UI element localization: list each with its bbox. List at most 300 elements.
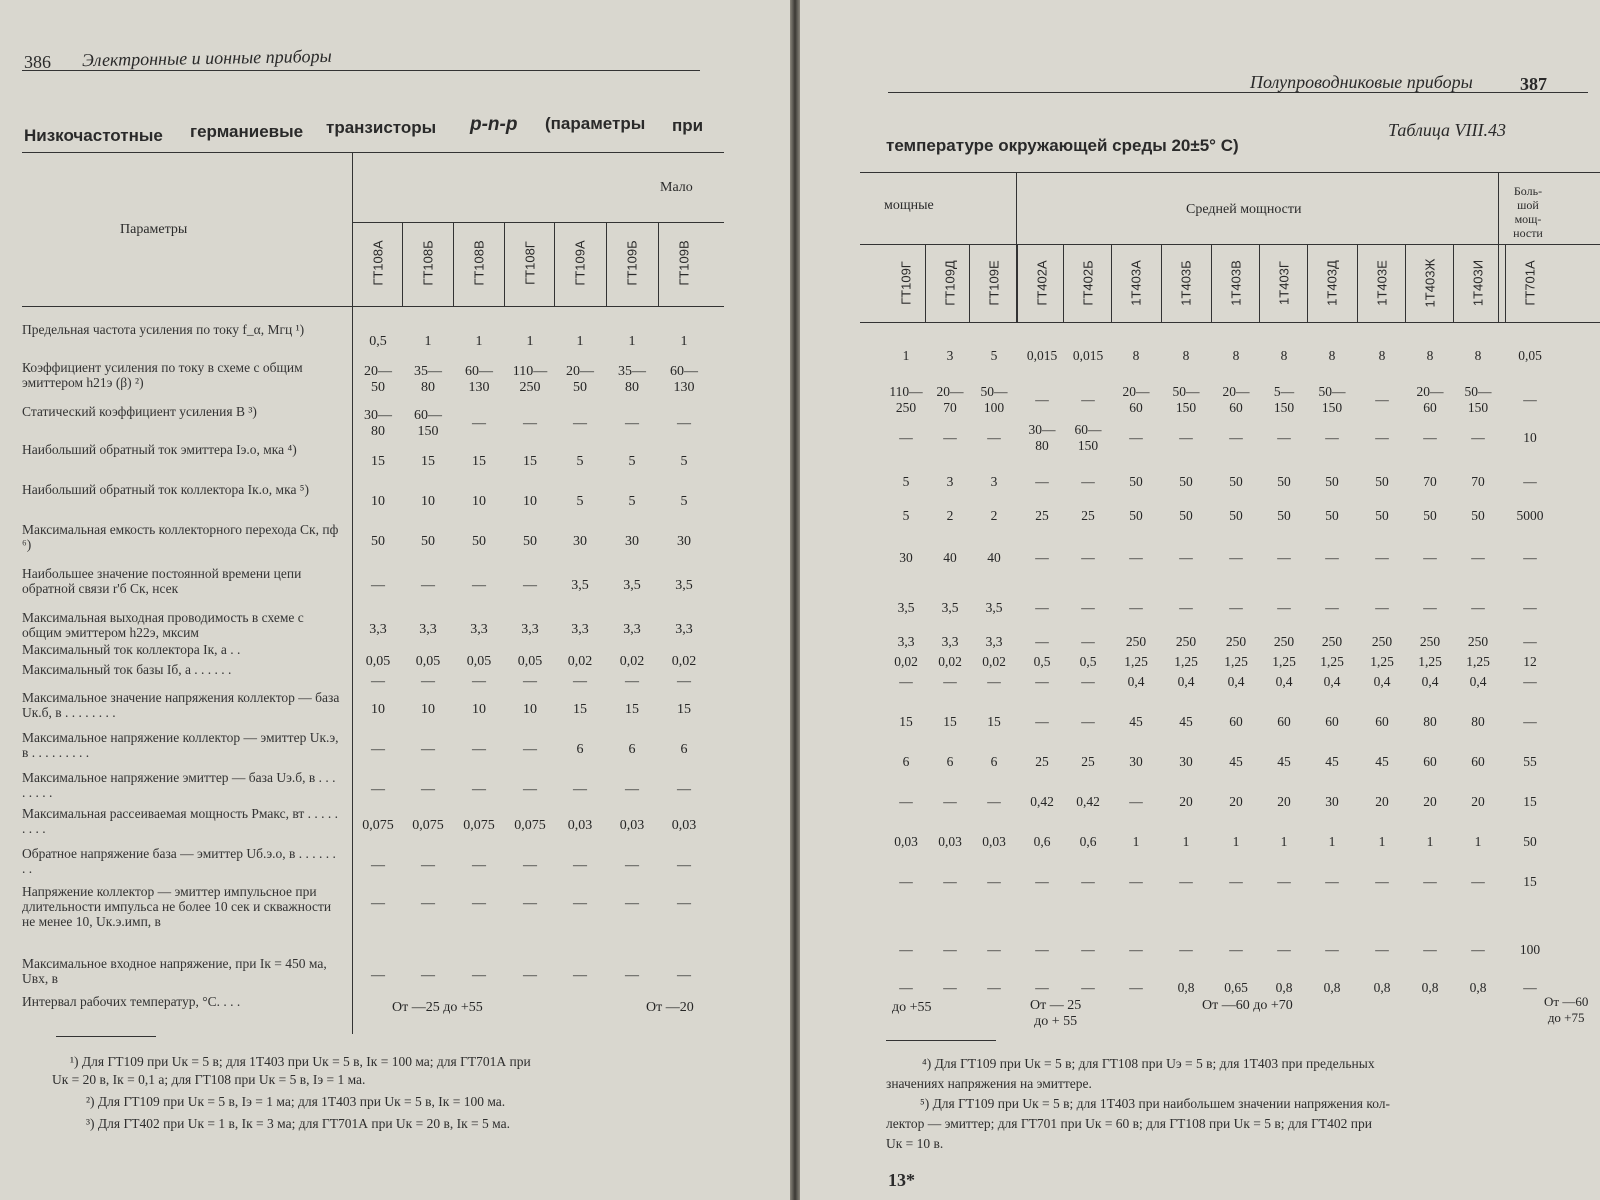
table-cell: 250 — [1419, 634, 1441, 649]
table-cell: 0,8 — [1177, 980, 1195, 995]
table-cell: — — [677, 674, 691, 689]
header-bottom-rule — [860, 322, 1600, 323]
table-cell: — — [573, 968, 587, 983]
table-cell: 1,25 — [1466, 654, 1490, 669]
table-cell: 0,8 — [1469, 980, 1487, 995]
table-cell: — — [1035, 714, 1049, 729]
column-divider — [1211, 244, 1212, 322]
table-cell: 50— 150 — [1172, 384, 1200, 415]
table-cell: — — [1423, 942, 1437, 957]
table-cell: — — [1129, 942, 1143, 957]
table-cell: 3,5 — [623, 578, 641, 593]
column-divider — [658, 222, 659, 306]
table-cell: — — [1471, 942, 1485, 957]
table-cell: 8 — [1378, 348, 1386, 363]
table-cell: 1 — [526, 334, 534, 349]
table-cell: — — [371, 896, 385, 911]
table-cell: 60 — [1277, 714, 1291, 729]
column-label: ГТ109Б — [624, 240, 640, 286]
column-header — [1317, 248, 1347, 318]
column-label: ГТ402Б — [1080, 260, 1096, 306]
table-cell: 0,02 — [982, 654, 1006, 669]
table-cell: — — [1423, 600, 1437, 615]
table-top-rule — [22, 152, 724, 153]
table-cell: — — [625, 968, 639, 983]
footnote-rule — [56, 1036, 156, 1037]
table-cell: — — [987, 980, 1001, 995]
table-cell: — — [1523, 392, 1537, 407]
table-cell: 50 — [523, 534, 537, 549]
right-page — [800, 0, 1600, 1200]
table-cell: 1,25 — [1224, 654, 1248, 669]
left-page — [0, 0, 790, 1200]
table-cell: 45 — [1325, 754, 1339, 769]
table-cell: 20 — [1423, 794, 1437, 809]
table-cell: 3,5 — [571, 578, 589, 593]
group-divider — [1498, 172, 1499, 322]
table-cell: — — [371, 674, 385, 689]
table-cell: 3,3 — [419, 622, 437, 637]
table-cell: 0,02 — [938, 654, 962, 669]
table-cell: — — [1523, 980, 1537, 995]
table-cell: 0,05 — [365, 654, 391, 669]
table-cell: 80 — [1423, 714, 1437, 729]
table-cell: 100 — [1519, 942, 1541, 957]
table-cell: 50 — [1179, 508, 1193, 523]
table-cell: — — [1081, 392, 1095, 407]
table-cell: 15 — [421, 454, 435, 469]
parameter-name: Статический коэффициент усиления B ³) — [22, 404, 257, 419]
temp-range: От —20 — [646, 1000, 694, 1015]
column-divider — [1111, 244, 1112, 322]
table-cell: 3,5 — [897, 600, 915, 615]
table-cell: — — [625, 896, 639, 911]
column-label: ГТ109Г — [898, 261, 914, 305]
table-cell: 50 — [1523, 834, 1537, 849]
table-cell: — — [523, 896, 537, 911]
group-header-low-power: мощные — [884, 198, 934, 213]
table-cell: — — [421, 858, 435, 873]
column-header — [979, 248, 1009, 318]
table-cell: 0,4 — [1127, 674, 1145, 689]
table-cell: 30 — [625, 534, 639, 549]
table-cell: 8 — [1132, 348, 1140, 363]
table-cell: 0,4 — [1227, 674, 1245, 689]
column-label: 1Т403Ж — [1422, 258, 1438, 308]
temp-range: От —60 до +75 — [1544, 994, 1589, 1025]
table-cell: — — [472, 578, 486, 593]
group-rule — [352, 222, 724, 223]
table-cell: 15 — [1523, 874, 1537, 889]
caption-word: Низкочастотные — [24, 126, 163, 145]
table-cell: — — [573, 674, 587, 689]
column-divider — [402, 222, 403, 306]
table-cell: 0,4 — [1469, 674, 1487, 689]
table-cell: 0,075 — [514, 818, 546, 833]
column-label: ГТ108Б — [420, 240, 436, 286]
table-cell: 3,3 — [897, 634, 915, 649]
table-cell: 45 — [1375, 754, 1389, 769]
table-cell: 15 — [987, 714, 1001, 729]
table-cell: 0,03 — [982, 834, 1006, 849]
column-label: ГТ109Е — [986, 260, 1002, 306]
table-cell: — — [1081, 942, 1095, 957]
column-header — [1515, 248, 1545, 318]
table-cell: — — [1035, 550, 1049, 565]
footnote-line: ¹) Для ГТ109 при Uк = 5 в; для 1Т403 при Uк = 5 в, Iк = 100 ма; для ГТ701А при — [70, 1054, 531, 1069]
table-cell: 0,02 — [567, 654, 593, 669]
table-cell: 1 — [628, 334, 636, 349]
table-cell: — — [1129, 430, 1143, 445]
table-cell: 25 — [1081, 754, 1095, 769]
table-cell: — — [1129, 874, 1143, 889]
column-label: 1Т403И — [1470, 259, 1486, 307]
table-cell: 15 — [1523, 794, 1537, 809]
column-label: 1Т403А — [1128, 260, 1144, 306]
table-cell: 50 — [1229, 474, 1243, 489]
table-cell: — — [987, 942, 1001, 957]
table-cell: — — [1129, 980, 1143, 995]
table-cell: — — [1229, 550, 1243, 565]
column-label: 1Т403В — [1228, 260, 1244, 306]
table-cell: 8 — [1232, 348, 1240, 363]
caption-word: (параметры — [545, 114, 646, 133]
table-cell: 1 — [1474, 834, 1482, 849]
column-divider — [969, 244, 970, 322]
table-cell: 70 — [1471, 474, 1485, 489]
table-cell: — — [1179, 550, 1193, 565]
table-cell: — — [1035, 600, 1049, 615]
table-cell: 30— 80 — [364, 408, 392, 439]
table-cell: — — [1081, 874, 1095, 889]
column-label: ГТ701А — [1522, 260, 1538, 306]
table-cell: 3,5 — [941, 600, 959, 615]
table-cell: 1 — [1132, 834, 1140, 849]
table-cell: — — [523, 742, 537, 757]
running-title: Полупроводниковые приборы — [1250, 72, 1473, 92]
table-cell: 35— 80 — [618, 364, 646, 395]
column-label: ГТ109А — [572, 240, 588, 286]
column-divider — [1259, 244, 1260, 322]
table-cell: 5 — [902, 474, 910, 489]
footnote-line: ³) Для ГТ402 при Uк = 1 в, Iк = 3 ма; для ГТ701А при Uк = 20 в, Iк = 5 ма. — [86, 1116, 510, 1131]
group-header-low-power: Мало — [660, 180, 693, 195]
table-cell: — — [421, 742, 435, 757]
table-cell: — — [1423, 430, 1437, 445]
group-rule — [860, 244, 1600, 245]
table-cell: 60— 130 — [670, 364, 698, 395]
table-cell: 15 — [573, 702, 587, 717]
table-cell: — — [1471, 550, 1485, 565]
table-cell: 25 — [1035, 508, 1049, 523]
table-cell: 20— 60 — [1122, 384, 1150, 415]
group-header-high-power — [1500, 184, 1556, 240]
table-cell: 0,05 — [466, 654, 492, 669]
table-cell: — — [1325, 874, 1339, 889]
table-cell: 3,3 — [571, 622, 589, 637]
table-cell: 5000 — [1516, 508, 1544, 523]
table-cell: — — [987, 430, 1001, 445]
table-cell: — — [1035, 942, 1049, 957]
table-cell: 50 — [1277, 508, 1291, 523]
table-cell: 30 — [1179, 754, 1193, 769]
table-cell: 50 — [1375, 474, 1389, 489]
parameter-name: Максимальное значение напряжения коллектор — база Uк.б, в . . . . . . . . — [22, 690, 340, 720]
table-cell: — — [943, 430, 957, 445]
table-cell: — — [899, 430, 913, 445]
footnote-line: ²) Для ГТ109 при Uк = 5 в, Iэ = 1 ма; для 1Т403 при Uк = 5 в, Iк = 100 ма. — [86, 1094, 506, 1109]
parameter-name: Обратное напряжение база — эмиттер Uб.э.о, в . . . . . . . . — [22, 846, 336, 876]
table-cell: — — [1129, 794, 1143, 809]
table-cell: — — [1081, 600, 1095, 615]
table-cell: 0,5 — [369, 334, 387, 349]
table-cell: 250 — [1273, 634, 1295, 649]
table-cell: 110— 250 — [512, 364, 548, 395]
table-cell: 20— 50 — [566, 364, 594, 395]
table-cell: — — [625, 416, 639, 431]
table-cell: — — [472, 416, 486, 431]
table-cell: — — [523, 674, 537, 689]
table-cell: 0,05 — [517, 654, 543, 669]
page-number: 386 — [24, 52, 51, 72]
signature-mark: 13* — [888, 1170, 915, 1190]
table-cell: 0,075 — [412, 818, 444, 833]
table-cell: 0,42 — [1076, 794, 1100, 809]
table-cell: — — [1523, 634, 1537, 649]
table-cell: — — [1035, 980, 1049, 995]
table-cell: 0,03 — [938, 834, 962, 849]
table-cell: 0,8 — [1323, 980, 1341, 995]
table-cell: — — [1471, 430, 1485, 445]
table-cell: 10 — [371, 702, 385, 717]
table-cell: 0,02 — [619, 654, 645, 669]
column-divider — [1453, 244, 1454, 322]
parameter-name: Максимальная рассеиваемая мощность Pмакс, вт . . . . . . . . . — [22, 806, 339, 836]
table-cell: — — [1277, 550, 1291, 565]
table-cell: — — [1523, 714, 1537, 729]
table-cell: — — [899, 942, 913, 957]
column-header — [617, 228, 647, 298]
table-cell: 0,05 — [1518, 348, 1542, 363]
table-cell: — — [987, 874, 1001, 889]
table-cell: — — [371, 742, 385, 757]
table-cell: 60 — [1375, 714, 1389, 729]
table-cell: 50 — [1375, 508, 1389, 523]
table-cell: 6 — [680, 742, 688, 757]
caption-word: при — [672, 116, 704, 135]
table-cell: — — [472, 674, 486, 689]
table-cell: — — [1081, 714, 1095, 729]
table-cell: — — [625, 674, 639, 689]
table-cell: — — [1277, 430, 1291, 445]
column-label: ГТ109В — [676, 240, 692, 286]
table-cell: — — [523, 578, 537, 593]
table-cell: 50 — [1423, 508, 1437, 523]
footnote-line: Uк = 20 в, Iк = 0,1 а; для ГТ108 при Uк = 5 в, Iэ = 1 ма. — [52, 1072, 366, 1087]
table-cell: 50 — [1129, 474, 1143, 489]
table-cell: — — [1081, 674, 1095, 689]
column-header — [1463, 248, 1493, 318]
parameter-name: Максимальный ток коллектора Iк, а . . — [22, 642, 241, 657]
table-cell: 2 — [990, 508, 998, 523]
table-cell: 10 — [371, 494, 385, 509]
table-cell: 15 — [899, 714, 913, 729]
column-header — [1269, 248, 1299, 318]
table-cell: 6 — [628, 742, 636, 757]
table-cell: — — [1325, 600, 1339, 615]
table-cell: 5 — [680, 454, 688, 469]
header-line: шой — [1517, 198, 1539, 212]
table-cell: — — [472, 968, 486, 983]
table-cell: 1 — [1182, 834, 1190, 849]
temp-range: От —60 до +70 — [1202, 998, 1293, 1013]
table-cell: 35— 80 — [414, 364, 442, 395]
parameter-name: Максимальное входное напряжение, при Iк = 450 ма, Uвх, в — [22, 956, 327, 986]
parameter-name: Максимальное напряжение эмиттер — база Uэ.б, в . . . . . . . . — [22, 770, 336, 800]
table-cell: — — [421, 782, 435, 797]
table-cell: — — [677, 896, 691, 911]
header-line: ности — [1513, 226, 1543, 240]
table-cell: 5 — [990, 348, 998, 363]
table-cell: 10 — [421, 494, 435, 509]
table-cell: — — [899, 674, 913, 689]
table-cell: 1 — [1232, 834, 1240, 849]
table-cell: — — [523, 858, 537, 873]
table-cell: 0,8 — [1373, 980, 1391, 995]
table-cell: 3,3 — [623, 622, 641, 637]
column-divider — [1405, 244, 1406, 322]
table-cell: 15 — [943, 714, 957, 729]
table-cell: — — [1523, 550, 1537, 565]
table-number: Таблица VIII.43 — [1388, 120, 1507, 140]
table-cell: 60 — [1471, 754, 1485, 769]
table-cell: 0,42 — [1030, 794, 1054, 809]
table-cell: — — [1277, 600, 1291, 615]
table-cell: — — [421, 578, 435, 593]
table-cell: 8 — [1328, 348, 1336, 363]
table-cell: 0,075 — [362, 818, 394, 833]
table-cell: 0,02 — [894, 654, 918, 669]
table-cell: — — [625, 858, 639, 873]
table-cell: — — [1035, 874, 1049, 889]
table-cell: 3,3 — [521, 622, 539, 637]
table-top-rule — [860, 172, 1600, 173]
column-divider — [1505, 244, 1506, 322]
table-cell: 50 — [1277, 474, 1291, 489]
header-rule — [22, 70, 700, 71]
table-cell: 1 — [576, 334, 584, 349]
table-cell: — — [1471, 600, 1485, 615]
table-cell: — — [1277, 942, 1291, 957]
table-cell: — — [987, 794, 1001, 809]
parameter-name: Напряжение коллектор — эмиттер импульсное при длительности импульса не более 10 сек и скважности не менее 10, Uк.э.имп, в — [22, 884, 332, 929]
table-cell: — — [677, 968, 691, 983]
group-header-medium-power: Средней мощности — [1186, 202, 1302, 217]
table-cell: 15 — [625, 702, 639, 717]
table-cell: — — [1129, 550, 1143, 565]
table-cell: 30 — [677, 534, 691, 549]
column-divider — [1063, 244, 1064, 322]
table-cell: 50 — [1229, 508, 1243, 523]
caption-word: германиевые — [190, 122, 304, 141]
table-cell: 1 — [1328, 834, 1336, 849]
table-cell: 50— 150 — [1318, 384, 1346, 415]
header-rule — [888, 92, 1588, 93]
table-cell: — — [1081, 634, 1095, 649]
table-cell: — — [1523, 674, 1537, 689]
column-header — [1367, 248, 1397, 318]
table-cell: — — [1375, 874, 1389, 889]
table-cell: 20 — [1229, 794, 1243, 809]
table-cell: 8 — [1426, 348, 1434, 363]
table-cell: 20— 60 — [1222, 384, 1250, 415]
column-label: ГТ108В — [471, 240, 487, 286]
table-cell: 0,075 — [463, 818, 495, 833]
column-divider — [1161, 244, 1162, 322]
table-cell: — — [472, 858, 486, 873]
table-cell: — — [1325, 430, 1339, 445]
table-cell: — — [523, 968, 537, 983]
table-cell: — — [1375, 600, 1389, 615]
table-cell: 40 — [943, 550, 957, 565]
table-cell: 5 — [628, 494, 636, 509]
table-cell: — — [1081, 980, 1095, 995]
table-cell: 50 — [472, 534, 486, 549]
table-cell: 45 — [1179, 714, 1193, 729]
table-cell: — — [1375, 430, 1389, 445]
table-cell: — — [943, 874, 957, 889]
table-cell: 0,4 — [1421, 674, 1439, 689]
table-cell: 0,015 — [1072, 348, 1104, 363]
column-header — [565, 228, 595, 298]
table-cell: 50— 150 — [1464, 384, 1492, 415]
table-cell: — — [1229, 600, 1243, 615]
table-cell: 250 — [1175, 634, 1197, 649]
table-cell: 10 — [472, 494, 486, 509]
parameter-name: Максимальный ток базы Iб, а . . . . . . — [22, 662, 232, 677]
table-cell: — — [523, 416, 537, 431]
table-cell: 0,05 — [415, 654, 441, 669]
table-cell: 45 — [1229, 754, 1243, 769]
column-divider — [925, 244, 926, 322]
table-cell: 5— 150 — [1273, 384, 1295, 415]
parameter-name: Наибольшее значение постоянной времени цепи обратной связи r'б Cк, нсек — [22, 566, 302, 596]
table-cell: 60 — [1229, 714, 1243, 729]
column-header — [1121, 248, 1151, 318]
table-cell: 20 — [1277, 794, 1291, 809]
table-cell: 10 — [421, 702, 435, 717]
table-cell: 12 — [1523, 654, 1537, 669]
table-cell: 20— 70 — [936, 384, 964, 415]
table-cell: — — [1179, 600, 1193, 615]
table-cell: 3 — [946, 348, 954, 363]
table-cell: 0,8 — [1275, 980, 1293, 995]
table-cell: — — [1035, 674, 1049, 689]
parameter-name: Максимальное напряжение коллектор — эмиттер Uк.э, в . . . . . . . . . — [22, 730, 339, 760]
table-cell: 2 — [946, 508, 954, 523]
parameter-name: Наибольший обратный ток коллектора Iк.о, мка ⁵) — [22, 482, 310, 497]
column-header — [1073, 248, 1103, 318]
column-label: 1Т403Е — [1374, 260, 1390, 306]
table-cell: 20 — [1471, 794, 1485, 809]
table-cell: 30 — [899, 550, 913, 565]
footnote-line: Uк = 10 в. — [886, 1136, 944, 1151]
temp-range: до +55 — [892, 1000, 932, 1015]
table-cell: 1,25 — [1124, 654, 1148, 669]
table-cell: 110— 250 — [889, 384, 923, 415]
table-cell: — — [625, 782, 639, 797]
table-cell: 0,02 — [671, 654, 697, 669]
